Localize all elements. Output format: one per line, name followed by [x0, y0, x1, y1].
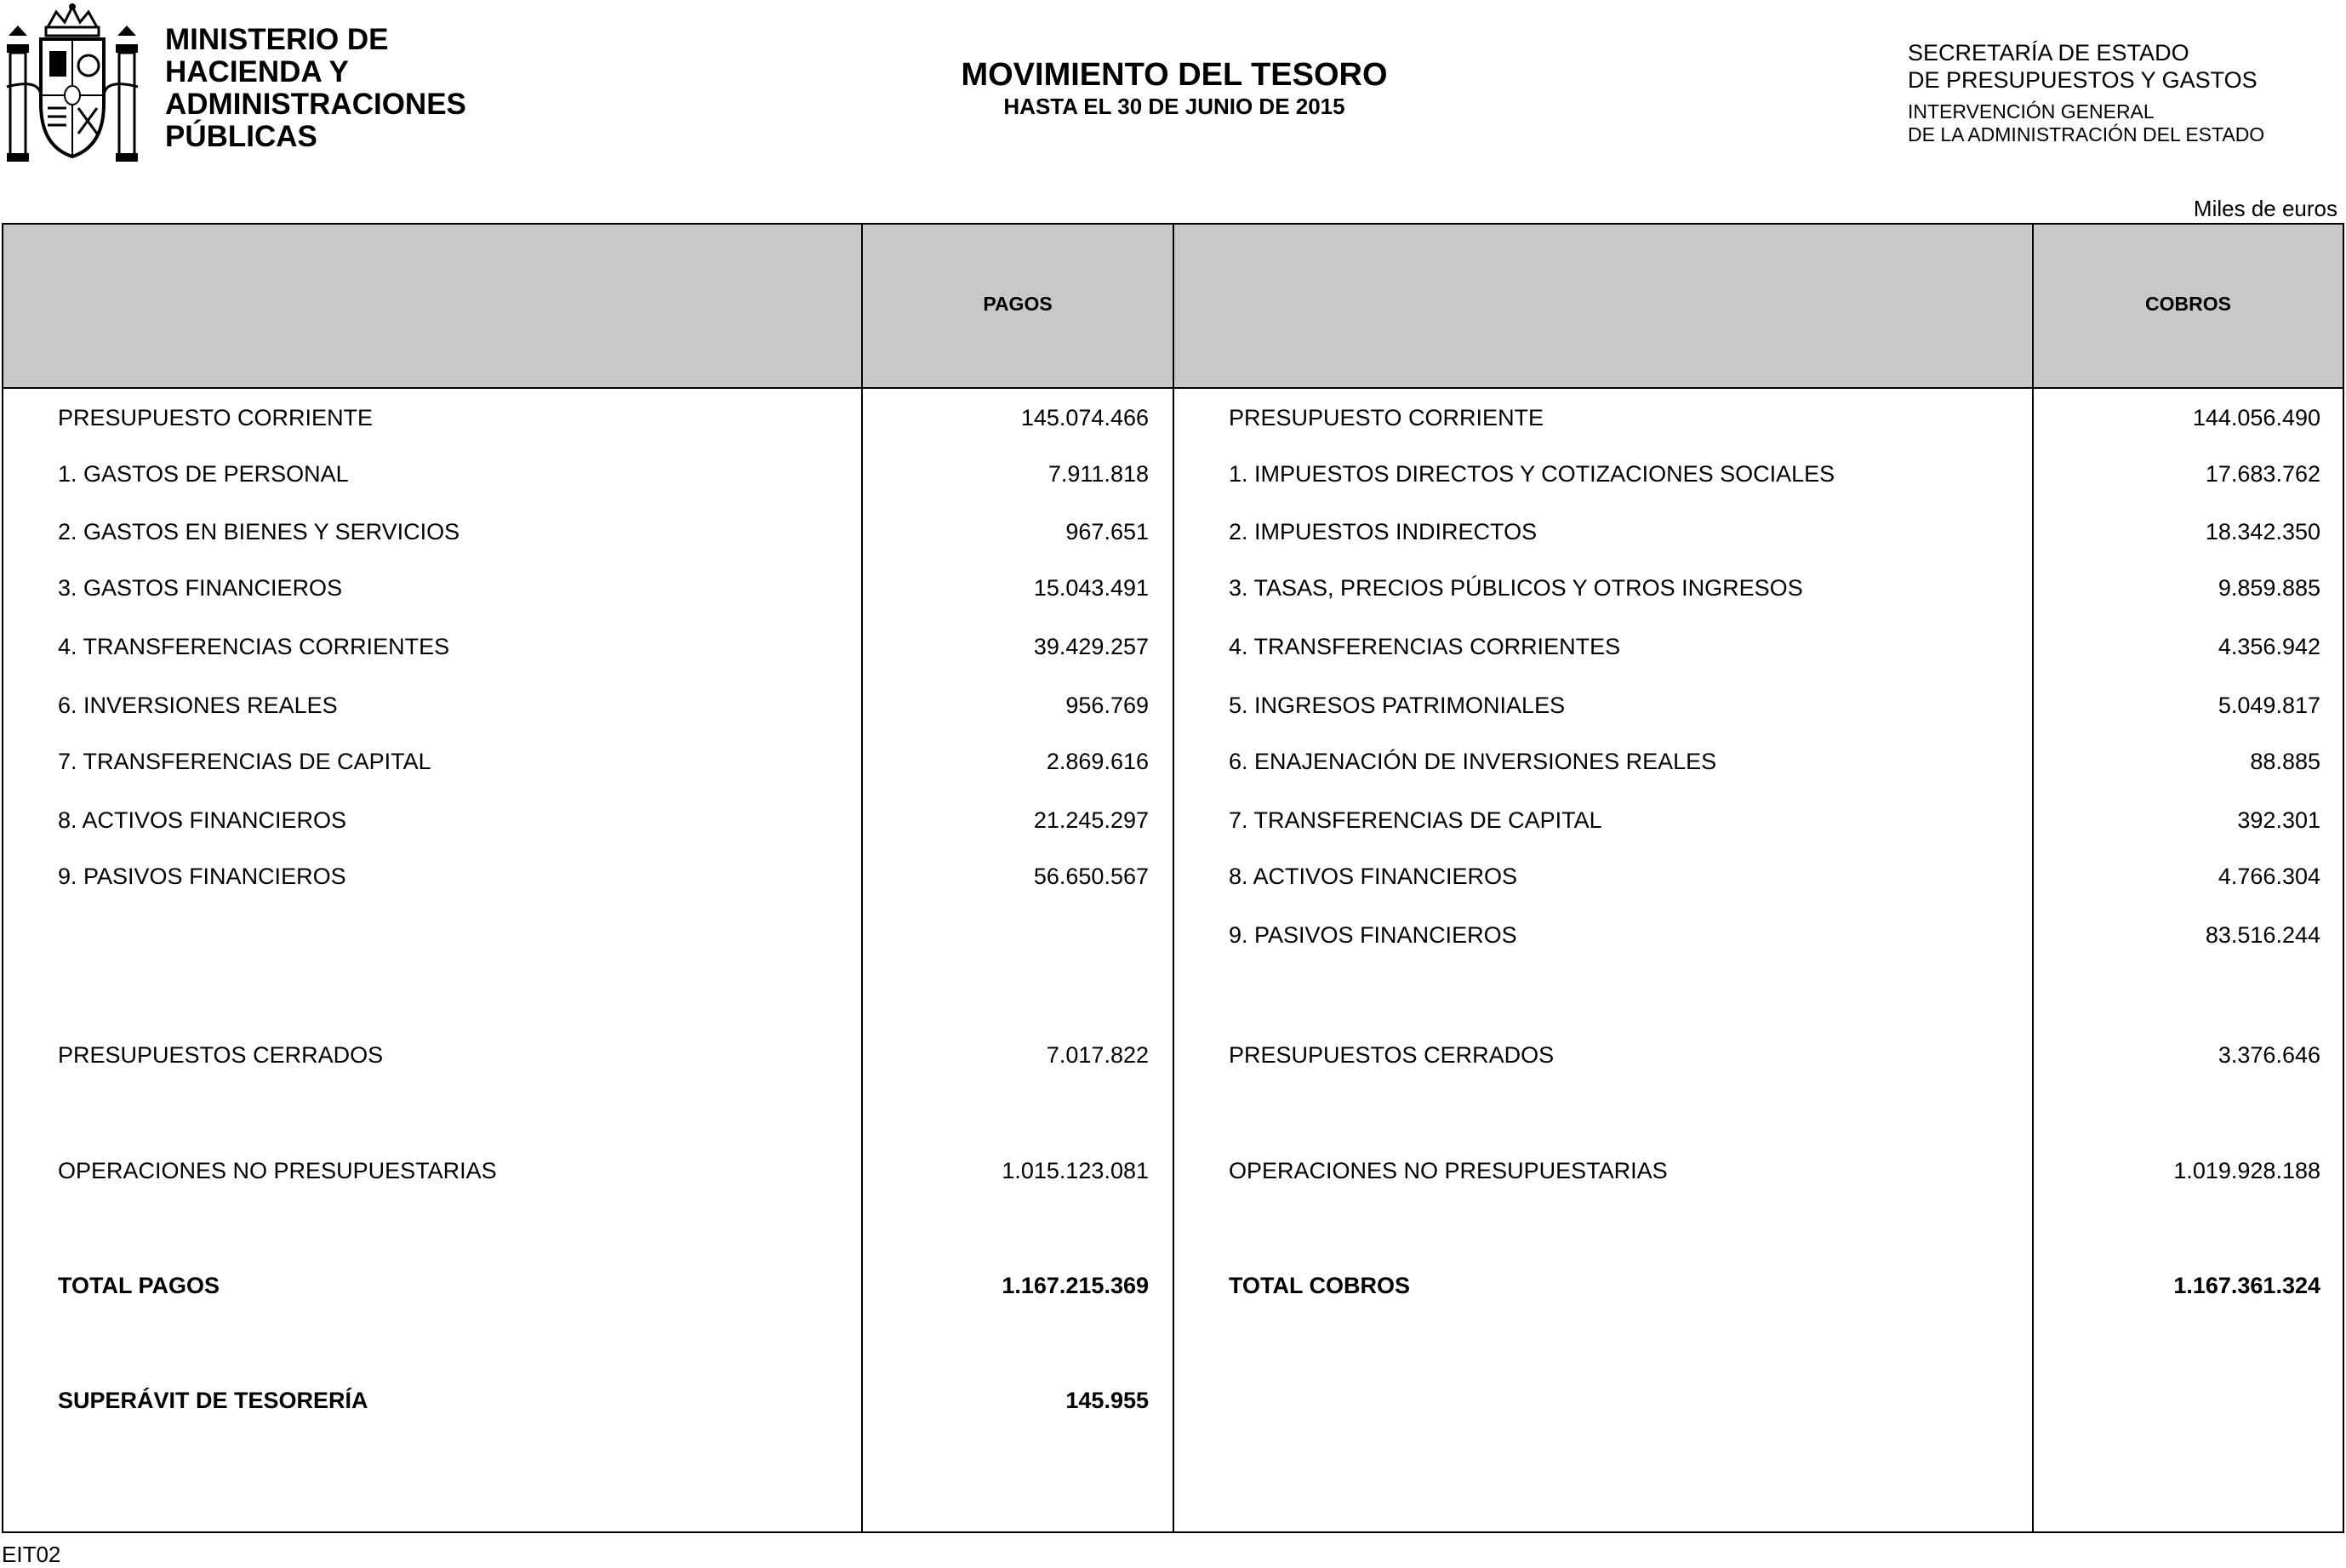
pagos-item-value: 145.955	[1065, 1388, 1149, 1413]
pagos-item-label: 4. TRANSFERENCIAS CORRIENTES	[58, 634, 450, 659]
intervencion-line: DE LA ADMINISTRACIÓN DEL ESTADO	[1908, 123, 2265, 145]
secretaria-block	[1908, 39, 2258, 94]
pagos-item-value: 956.769	[1065, 693, 1149, 718]
cobros-item-label: 5. INGRESOS PATRIMONIALES	[1229, 693, 1566, 718]
secretaria-line: SECRETARÍA DE ESTADO	[1908, 40, 2189, 66]
pagos-item-label: 2. GASTOS EN BIENES Y SERVICIOS	[58, 519, 460, 545]
pagos-item-label: 9. PASIVOS FINANCIEROS	[58, 864, 346, 889]
ministry-line: ADMINISTRACIONES	[165, 88, 466, 121]
intervencion-line: INTERVENCIÓN GENERAL	[1908, 100, 2155, 123]
cobros-item-label: 6. ENAJENACIÓN DE INVERSIONES REALES	[1229, 749, 1717, 774]
cobros-item-label: 4. TRANSFERENCIAS CORRIENTES	[1229, 634, 1621, 659]
pagos-item-label: OPERACIONES NO PRESUPUESTARIAS	[58, 1158, 497, 1183]
cobros-item-value: 5.049.817	[2218, 693, 2320, 718]
pagos-item-value: 39.429.257	[1033, 634, 1149, 659]
pagos-item-label: PRESUPUESTOS CERRADOS	[58, 1042, 384, 1068]
pagos-item-value: 1.015.123.081	[1002, 1158, 1149, 1183]
coat-of-arms-emblem	[5, 2, 140, 165]
cobros-item-label: PRESUPUESTOS CERRADOS	[1229, 1042, 1555, 1068]
document-code: EIT02	[2, 1542, 61, 1567]
document-subtitle: HASTA EL 30 DE JUNIO DE 2015	[1003, 94, 1345, 119]
cobros-item-label: 7. TRANSFERENCIAS DE CAPITAL	[1229, 807, 1602, 833]
cobros-item-label: 1. IMPUESTOS DIRECTOS Y COTIZACIONES SOCIALES	[1229, 461, 1835, 487]
cobros-item-label: 2. IMPUESTOS INDIRECTOS	[1229, 519, 1538, 545]
column-divider	[1173, 225, 1174, 1531]
pagos-item-value: 1.167.215.369	[1002, 1273, 1149, 1298]
pagos-item-label: TOTAL PAGOS	[58, 1273, 220, 1298]
intervencion-block	[1908, 100, 2264, 146]
cobros-item-value: 88.885	[2250, 749, 2320, 774]
cobros-item-value: 9.859.885	[2218, 575, 2320, 601]
ministry-name	[165, 24, 466, 153]
cobros-header: COBROS	[2145, 293, 2231, 315]
pagos-item-label: 7. TRANSFERENCIAS DE CAPITAL	[58, 749, 431, 774]
pagos-item-value: 56.650.567	[1033, 864, 1149, 889]
pagos-item-label: 1. GASTOS DE PERSONAL	[58, 461, 349, 487]
document-title: MOVIMIENTO DEL TESORO	[961, 57, 1388, 93]
cobros-item-label: TOTAL COBROS	[1229, 1273, 1411, 1298]
cobros-item-value: 4.356.942	[2218, 634, 2320, 659]
treasury-table	[2, 223, 2344, 1533]
cobros-item-value: 83.516.244	[2205, 922, 2320, 948]
pagos-item-value: 15.043.491	[1033, 575, 1149, 601]
cobros-item-value: 392.301	[2237, 807, 2320, 833]
ministry-line: PÚBLICAS	[165, 120, 317, 153]
cobros-item-value: 1.019.928.188	[2173, 1158, 2320, 1183]
cobros-item-label: PRESUPUESTO CORRIENTE	[1229, 405, 1544, 430]
pagos-item-value: 7.911.818	[1047, 461, 1149, 487]
cobros-item-value: 18.342.350	[2205, 519, 2320, 545]
pagos-item-value: 2.869.616	[1046, 749, 1149, 774]
ministry-line: MINISTERIO DE	[165, 23, 389, 56]
cobros-item-value: 1.167.361.324	[2173, 1273, 2320, 1298]
cobros-item-label: 9. PASIVOS FINANCIEROS	[1229, 922, 1517, 948]
pagos-header: PAGOS	[983, 293, 1053, 315]
cobros-item-value: 144.056.490	[2192, 405, 2320, 430]
cobros-item-value: 3.376.646	[2218, 1042, 2320, 1068]
pagos-item-label: SUPERÁVIT DE TESORERÍA	[58, 1388, 368, 1413]
secretaria-line: DE PRESUPUESTOS Y GASTOS	[1908, 67, 2258, 93]
pagos-item-label: PRESUPUESTO CORRIENTE	[58, 405, 374, 430]
ministry-line: HACIENDA Y	[165, 55, 349, 88]
cobros-item-label: OPERACIONES NO PRESUPUESTARIAS	[1229, 1158, 1668, 1183]
cobros-item-label: 3. TASAS, PRECIOS PÚBLICOS Y OTROS INGRESOS	[1229, 575, 1803, 601]
cobros-item-label: 8. ACTIVOS FINANCIEROS	[1229, 864, 1518, 889]
cobros-item-value: 4.766.304	[2218, 864, 2320, 889]
pagos-item-value: 145.074.466	[1020, 405, 1149, 430]
pagos-item-label: 8. ACTIVOS FINANCIEROS	[58, 807, 347, 833]
pagos-item-value: 7.017.822	[1046, 1042, 1149, 1068]
pagos-item-label: 6. INVERSIONES REALES	[58, 693, 338, 718]
pagos-item-value: 21.245.297	[1033, 807, 1149, 833]
pagos-item-label: 3. GASTOS FINANCIEROS	[58, 575, 343, 601]
cobros-item-value: 17.683.762	[2205, 461, 2320, 487]
units-label: Miles de euros	[2193, 196, 2337, 221]
pagos-item-value: 967.651	[1065, 519, 1149, 545]
